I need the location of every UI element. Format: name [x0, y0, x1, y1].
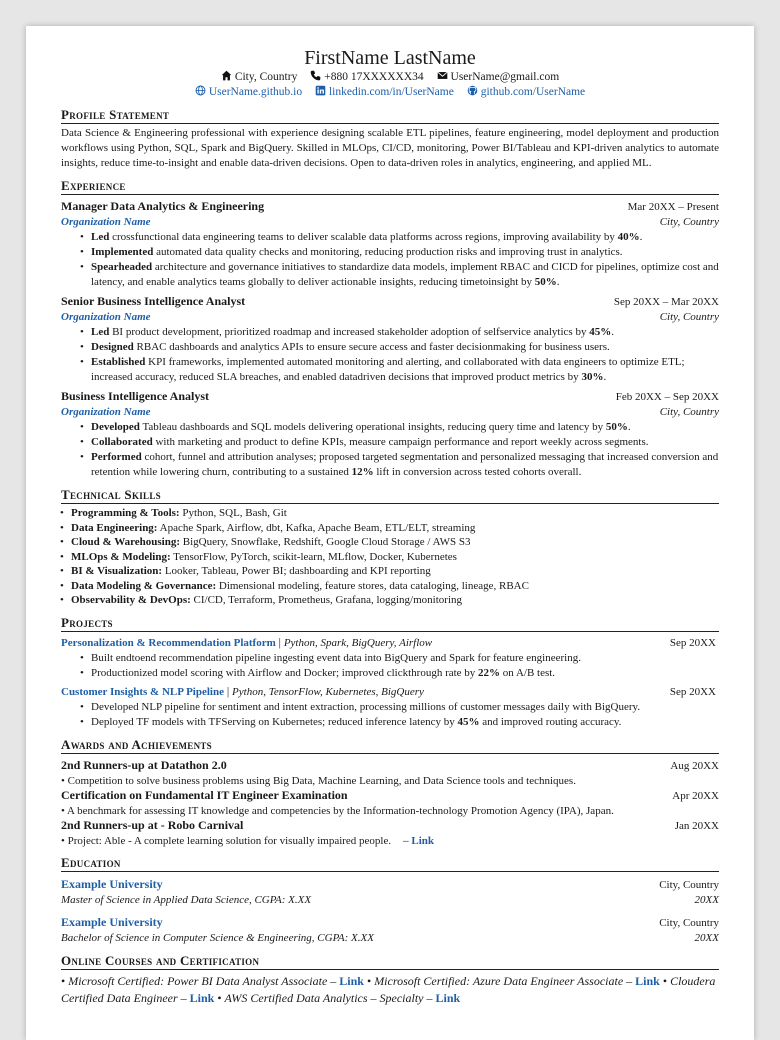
bullet-text: Developed NLP pipeline for sentiment and intent extraction, processing millions of customer messages daily with BigQuery. [91, 700, 641, 713]
bullet-tail: . [639, 231, 643, 243]
award-description-text: Competition to solve business problems using Big Data, Machine Learning, and Data Science tools and techniques. [67, 774, 576, 787]
award-entry [61, 818, 719, 848]
award-header-row [61, 758, 719, 774]
experience-bullet [91, 420, 719, 435]
experience-bullet [91, 355, 719, 385]
experience-bullets [61, 325, 719, 385]
degree-name: Bachelor of Science in Computer Science & Engineering, CGPA: X.XX [61, 931, 374, 944]
project-tech: Python, TensorFlow, Kubernetes, BigQuery [232, 685, 424, 698]
website-text: UserName.github.io [208, 86, 303, 98]
bullet-metric: 50% [534, 276, 557, 288]
project-tech: Python, Spark, BigQuery, Airflow [283, 636, 433, 649]
bullet-text: Built endtoend recommendation pipeline ingesting event data into BigQuery and Spark for feature engineering. [91, 651, 581, 664]
bullet-lead-verb: Established [91, 356, 146, 368]
bullet-lead-verb: Performed [91, 451, 142, 463]
job-title: Business Intelligence Analyst [61, 389, 210, 403]
education-degree-row [61, 893, 719, 908]
project-bullet [91, 666, 719, 681]
project-bullet [91, 715, 719, 730]
skill-value: Looker, Tableau, Power BI; dashboarding and KPI reporting [162, 565, 431, 577]
job-location: City, Country [659, 406, 719, 418]
website-link[interactable] [195, 85, 302, 100]
job-title: Senior Business Intelligence Analyst [61, 294, 246, 308]
bullet-tail: lift in conversion across tested cohorts overall. [373, 466, 582, 478]
degree-name: Master of Science in Applied Data Science, CGPA: X.XX [61, 893, 312, 906]
course-bullet: • [659, 973, 671, 988]
project-bullets [61, 700, 719, 730]
resume-page [26, 26, 754, 1040]
course-link[interactable]: Link [189, 990, 215, 1005]
bullet-text: cohort, funnel and attribution analyses; proposed targeted segmentation and personalized messaging that increased conversion and retention while lowering churn, contributing to a sustained [91, 451, 719, 478]
bullet-text: Tableau dashboards and SQL models delivering operational insights, reducing query time and latency by [139, 421, 606, 433]
globe-icon [195, 85, 206, 96]
project-date: Sep 20XX [669, 685, 716, 698]
projects-list [61, 636, 719, 730]
skill-value: Apache Spark, Airflow, dbt, Kafka, Apache Beam, ETL/ELT, streaming [157, 521, 476, 534]
email-text: UserName@gmail.com [450, 71, 560, 83]
award-description [61, 804, 719, 818]
bullet-lead-verb: Developed [91, 421, 140, 433]
phone-icon [310, 70, 321, 81]
award-description-text: A benchmark for assessing IT knowledge and competencies by the Information-technology Promotion Agency (IPA), Japan. [67, 804, 614, 817]
experience-bullet [91, 260, 719, 290]
experience-entry [61, 294, 719, 385]
organization-name[interactable]: Organization Name [61, 311, 151, 323]
course-name: Microsoft Certified: Azure Data Engineer Associate [374, 973, 624, 988]
course-link[interactable]: Link [635, 973, 660, 988]
section-title-courses: Online Courses and Certification [61, 953, 719, 970]
award-title: 2nd Runners-up at Datathon 2.0 [61, 757, 227, 772]
skill-value: TensorFlow, PyTorch, scikit-learn, MLflow, Docker, Kubernetes [170, 550, 457, 563]
experience-org-row [61, 405, 719, 420]
bullet-lead-verb: Implemented [91, 246, 154, 258]
bullet-metric: 45% [589, 326, 612, 338]
project-header-row [61, 685, 719, 700]
experience-header-row [61, 294, 719, 310]
experience-header-row [61, 199, 719, 215]
education-entry [61, 915, 719, 946]
skill-item [71, 593, 719, 608]
award-title: Certification on Fundamental IT Engineer Examination [61, 787, 348, 802]
project-separator: | [275, 636, 284, 649]
skill-value: Dimensional modeling, feature stores, data cataloging, lineage, RBAC [216, 579, 529, 592]
bullet-text: with marketing and product to define KPIs, measure campaign performance and report weekly across segments. [152, 436, 649, 448]
education-degree-row [61, 931, 719, 946]
experience-org-row [61, 310, 719, 325]
course-item [61, 974, 364, 988]
education-header-row [61, 915, 719, 931]
bullet-tail: on A/B test. [500, 666, 556, 679]
bullet-text: KPI frameworks, implemented automated monitoring and alerting, and collaborated with data engineers to optimize ETL; increased accuracy, reduced SLA breaches, and enabled datadriven decisions that improved product metrics by [91, 356, 685, 383]
project-separator: | [223, 685, 233, 698]
award-description [61, 834, 719, 848]
project-entry [61, 685, 719, 730]
award-header-row [61, 818, 719, 834]
github-text: github.com/UserName [480, 86, 586, 98]
skill-item [71, 535, 719, 550]
linkedin-icon [315, 85, 326, 96]
linkedin-text: linkedin.com/in/UserName [328, 86, 454, 98]
project-title[interactable]: Customer Insights & NLP Pipeline [61, 685, 224, 698]
course-item [214, 991, 460, 1005]
experience-bullet [91, 450, 719, 480]
skill-value: CI/CD, Terraform, Prometheus, Grafana, logging/monitoring [190, 594, 463, 606]
skill-label: Programming & Tools: [71, 507, 180, 519]
experience-entry [61, 199, 719, 290]
job-date: Mar 20XX – Present [627, 201, 719, 213]
experience-bullet [91, 245, 719, 260]
project-bullets [61, 651, 719, 681]
bullet-metric: 30% [581, 371, 604, 383]
bullet-metric: 22% [478, 666, 501, 679]
bullet-text: Deployed TF models with TFServing on Kubernetes; reduced inference latency by [91, 715, 458, 728]
skill-label: BI & Visualization: [71, 565, 163, 577]
skill-item [71, 521, 719, 536]
course-link[interactable]: Link [435, 990, 461, 1005]
award-description-text: Project: Able - A complete learning solution for visually impaired people. [67, 834, 392, 847]
experience-bullets [61, 420, 719, 480]
skill-item [71, 506, 719, 521]
bullet-tail: and improved routing accuracy. [479, 715, 622, 728]
project-bullet [91, 700, 719, 715]
skill-item [71, 550, 719, 565]
bullet-lead-verb: Spearheaded [91, 261, 153, 273]
skill-label: Data Engineering: [71, 521, 158, 534]
courses-list [61, 973, 719, 1007]
envelope-icon [437, 70, 448, 81]
phone-text: +880 17XXXXXX34 [324, 71, 424, 83]
bullet-text: automated data quality checks and monitoring, reducing production risks and improving trust in analytics. [153, 246, 623, 258]
candidate-name: FirstName LastName [304, 47, 476, 69]
location-text: City, Country [234, 71, 298, 83]
skill-value: BigQuery, Snowflake, Redshift, Google Cloud Storage / AWS S3 [180, 536, 471, 548]
bullet-text: architecture and governance initiatives to standardize data models, implement RBAC and CICD for pipelines, optimize cost and latency, and enable analytics teams globally to deliver actionable insights, reducing timetoinsight by [91, 261, 719, 288]
award-header-row [61, 788, 719, 804]
location-item [221, 70, 298, 85]
skill-value: Python, SQL, Bash, Git [179, 507, 287, 519]
email-item[interactable] [437, 70, 560, 85]
award-description [61, 774, 719, 788]
experience-bullet [91, 435, 719, 450]
github-icon [467, 85, 478, 96]
experience-list [61, 199, 719, 480]
profile-statement: Data Science & Engineering professional with experience designing scalable ETL pipelines, feature engineering, model deployment and production workflows using Python, SQL, Spark and BigQuery. Skilled in MLOps, CI/CD, monitoring, Power BI/Tableau and KPI-driven analytics to automate insights, reduce time-to-insight and enable data-driven decisions. Open to data-driven roles in analytics, engineering, and applied ML. [61, 127, 719, 169]
project-entry [61, 636, 719, 681]
job-title: Manager Data Analytics & Engineering [61, 199, 265, 213]
university-name[interactable]: Example University [61, 876, 163, 891]
experience-bullets [61, 230, 719, 290]
course-name: Cloudera Certified Data Engineer [61, 973, 716, 1005]
bullet-text: crossfunctional data engineering teams to deliver scalable data platforms across regions, improving availability by [109, 231, 618, 243]
education-location: City, Country [659, 916, 719, 929]
contact-row-primary [61, 70, 719, 85]
skill-item [71, 564, 719, 579]
award-title: 2nd Runners-up at - Robo Carnival [61, 817, 244, 832]
course-dash: – [177, 990, 190, 1005]
bullet-tail: . [603, 371, 607, 383]
job-location: City, Country [659, 216, 719, 228]
bullet-lead-verb: Led [91, 326, 110, 338]
section-title-skills: Technical Skills [61, 487, 719, 504]
project-title[interactable]: Personalization & Recommendation Platform [61, 636, 276, 649]
section-title-projects: Projects [61, 615, 719, 632]
course-link[interactable]: Link [339, 973, 364, 988]
skill-label: Data Modeling & Governance: [71, 579, 217, 592]
bullet-tail: . [611, 326, 614, 338]
experience-entry [61, 389, 719, 480]
job-location: City, Country [659, 311, 719, 323]
experience-bullet [91, 325, 719, 340]
course-name: AWS Certified Data Analytics – Specialty [224, 990, 424, 1005]
home-icon [221, 70, 232, 81]
job-date: Sep 20XX – Mar 20XX [613, 296, 719, 308]
project-bullet [91, 651, 719, 666]
project-heading [61, 636, 432, 651]
skill-label: Cloud & Warehousing: [71, 536, 181, 548]
course-bullet: • [363, 973, 375, 988]
project-header-row [61, 636, 719, 651]
bullet-lead-verb: Led [91, 231, 110, 243]
section-title-education: Education [61, 855, 719, 872]
bullet-tail: . [556, 276, 560, 288]
course-bullet: • [61, 973, 69, 988]
bullet-tail: . [627, 421, 631, 433]
course-dash: – [423, 990, 436, 1005]
education-year: 20XX [694, 931, 719, 944]
course-name: Microsoft Certified: Power BI Data Analyst Associate [68, 973, 328, 988]
experience-header-row [61, 389, 719, 405]
section-title-awards: Awards and Achievements [61, 737, 719, 754]
award-date: Apr 20XX [672, 789, 719, 802]
job-date: Feb 20XX – Sep 20XX [615, 391, 719, 403]
experience-bullet [91, 230, 719, 245]
skill-label: MLOps & Modeling: [71, 550, 171, 563]
award-entry [61, 788, 719, 818]
bullet-text: Productionized model scoring with Airflow and Docker; improved clickthrough rate by [91, 666, 479, 679]
section-title-experience: Experience [61, 178, 719, 195]
organization-name[interactable]: Organization Name [61, 406, 151, 418]
course-dash: – [327, 973, 340, 988]
education-location: City, Country [659, 878, 719, 891]
bullet-metric: 50% [605, 421, 628, 433]
award-date: Jan 20XX [674, 819, 719, 832]
project-date: Sep 20XX [669, 636, 716, 649]
university-name[interactable]: Example University [61, 914, 163, 929]
experience-org-row [61, 215, 719, 230]
bullet-text: RBAC dashboards and analytics APIs to ensure secure access and faster decisionmaking for business users. [133, 341, 610, 353]
github-link[interactable] [467, 85, 585, 100]
contact-row-links [61, 85, 719, 100]
skill-item [71, 579, 719, 594]
award-date: Aug 20XX [670, 759, 719, 772]
linkedin-link[interactable] [315, 85, 454, 100]
bullet-lead-verb: Collaborated [91, 436, 153, 448]
skill-label: Observability & DevOps: [71, 594, 191, 606]
education-year: 20XX [694, 893, 719, 906]
education-list [61, 877, 719, 946]
section-title-profile: Profile Statement [61, 107, 719, 124]
course-bullet: • [214, 990, 225, 1005]
award-link[interactable]: – Link [403, 834, 435, 847]
skills-list [61, 506, 719, 608]
experience-bullet [91, 340, 719, 355]
bullet-metric: 12% [351, 466, 374, 478]
project-heading [61, 685, 424, 700]
award-entry [61, 758, 719, 788]
organization-name[interactable]: Organization Name [61, 216, 151, 228]
course-item [364, 974, 660, 988]
bullet-lead-verb: Designed [91, 341, 134, 353]
phone-item[interactable] [310, 70, 423, 85]
course-dash: – [623, 973, 636, 988]
education-entry [61, 877, 719, 908]
bullet-metric: 45% [457, 715, 480, 728]
awards-list [61, 758, 719, 848]
bullet-metric: 40% [617, 231, 640, 243]
bullet-text: BI product development, prioritized roadmap and increased stakeholder adoption of selfservice analytics by [109, 326, 590, 338]
education-header-row [61, 877, 719, 893]
